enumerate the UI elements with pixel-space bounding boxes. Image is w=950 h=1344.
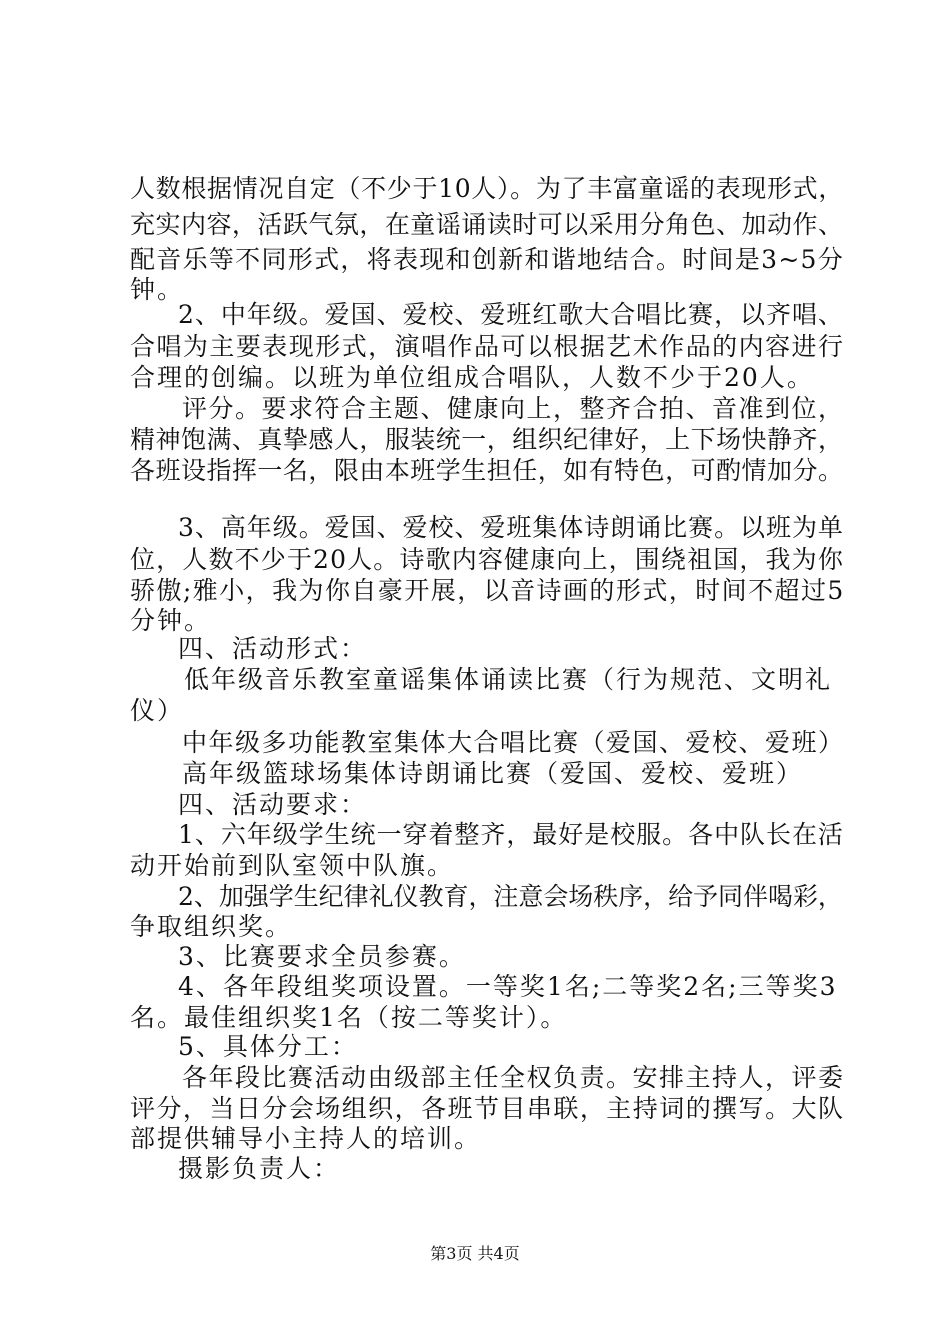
paragraph-line: 仪） <box>130 696 185 725</box>
paragraph-line: 人数根据情况自定（不少于10人）。为了丰富童谣的表现形式， <box>130 174 844 203</box>
paragraph-line: 低年级音乐教室童谣集体诵读比赛（行为规范、文明礼 <box>184 665 833 694</box>
paragraph-line: 合理的创编。以班为单位组成合唱队，人数不少于20人。 <box>130 363 814 392</box>
paragraph-line: 1、六年级学生统一穿着整齐，最好是校服。各中队长在活 <box>178 820 844 849</box>
paragraph-line: 各班设指挥一名，限由本班学生担任，如有特色，可酌情加分。 <box>130 456 844 485</box>
paragraph-line: 各年段比赛活动由级部主任全权负责。安排主持人，评委 <box>182 1063 845 1092</box>
paragraph-line: 分钟。 <box>130 606 212 635</box>
paragraph-line: 精神饱满、真挚感人，服装统一，组织纪律好，上下场快静齐， <box>130 425 844 454</box>
page-number-footer: 第3页 共4页 <box>430 1244 520 1263</box>
paragraph-line: 3、高年级。爱国、爱校、爱班集体诗朗诵比赛。以班为单 <box>178 513 844 542</box>
paragraph-line: 中年级多功能教室集体大合唱比赛（爱国、爱校、爱班） <box>182 728 845 757</box>
paragraph-line: 摄影负责人： <box>178 1154 341 1183</box>
paragraph-line: 高年级篮球场集体诗朗诵比赛（爱国、爱校、爱班） <box>182 759 804 788</box>
paragraph-line: 名。最佳组织奖1名（按二等奖计）。 <box>130 1003 568 1032</box>
section-heading: 四、活动要求： <box>178 790 368 819</box>
paragraph-line: 2、加强学生纪律礼仪教育，注意会场秩序，给予同伴喝彩， <box>178 882 843 911</box>
paragraph-line: 评分。要求符合主题、健康向上，整齐合拍、音准到位， <box>182 394 845 423</box>
paragraph-line: 钟。 <box>130 275 185 304</box>
paragraph-line: 充实内容，活跃气氛，在童谣诵读时可以采用分角色、加动作、 <box>130 210 844 239</box>
paragraph-line: 2、中年级。爱国、爱校、爱班红歌大合唱比赛，以齐唱、 <box>178 300 844 329</box>
section-heading: 5、具体分工： <box>178 1032 358 1061</box>
section-heading: 四、活动形式： <box>178 634 368 663</box>
paragraph-line: 部提供辅导小主持人的培训。 <box>130 1124 482 1153</box>
paragraph-line: 位，人数不少于20人。诗歌内容健康向上，围绕祖国，我为你 <box>130 545 844 574</box>
paragraph-line: 争取组织奖。 <box>130 912 293 941</box>
paragraph-line: 动开始前到队室领中队旗。 <box>130 851 455 880</box>
paragraph-line: 合唱为主要表现形式，演唱作品可以根据艺术作品的内容进行 <box>130 332 845 361</box>
paragraph-line: 评分，当日分会场组织，各班节目串联，主持词的撰写。大队 <box>130 1094 845 1123</box>
paragraph-line: 骄傲;雅小，我为你自豪开展，以音诗画的形式，时间不超过5 <box>130 576 845 605</box>
paragraph-line: 3、比赛要求全员参赛。 <box>178 942 466 971</box>
paragraph-line: 4、各年段组奖项设置。一等奖1名;二等奖2名;三等奖3 <box>178 972 838 1001</box>
paragraph-line: 配音乐等不同形式，将表现和创新和谐地结合。时间是3~5分 <box>130 245 845 274</box>
